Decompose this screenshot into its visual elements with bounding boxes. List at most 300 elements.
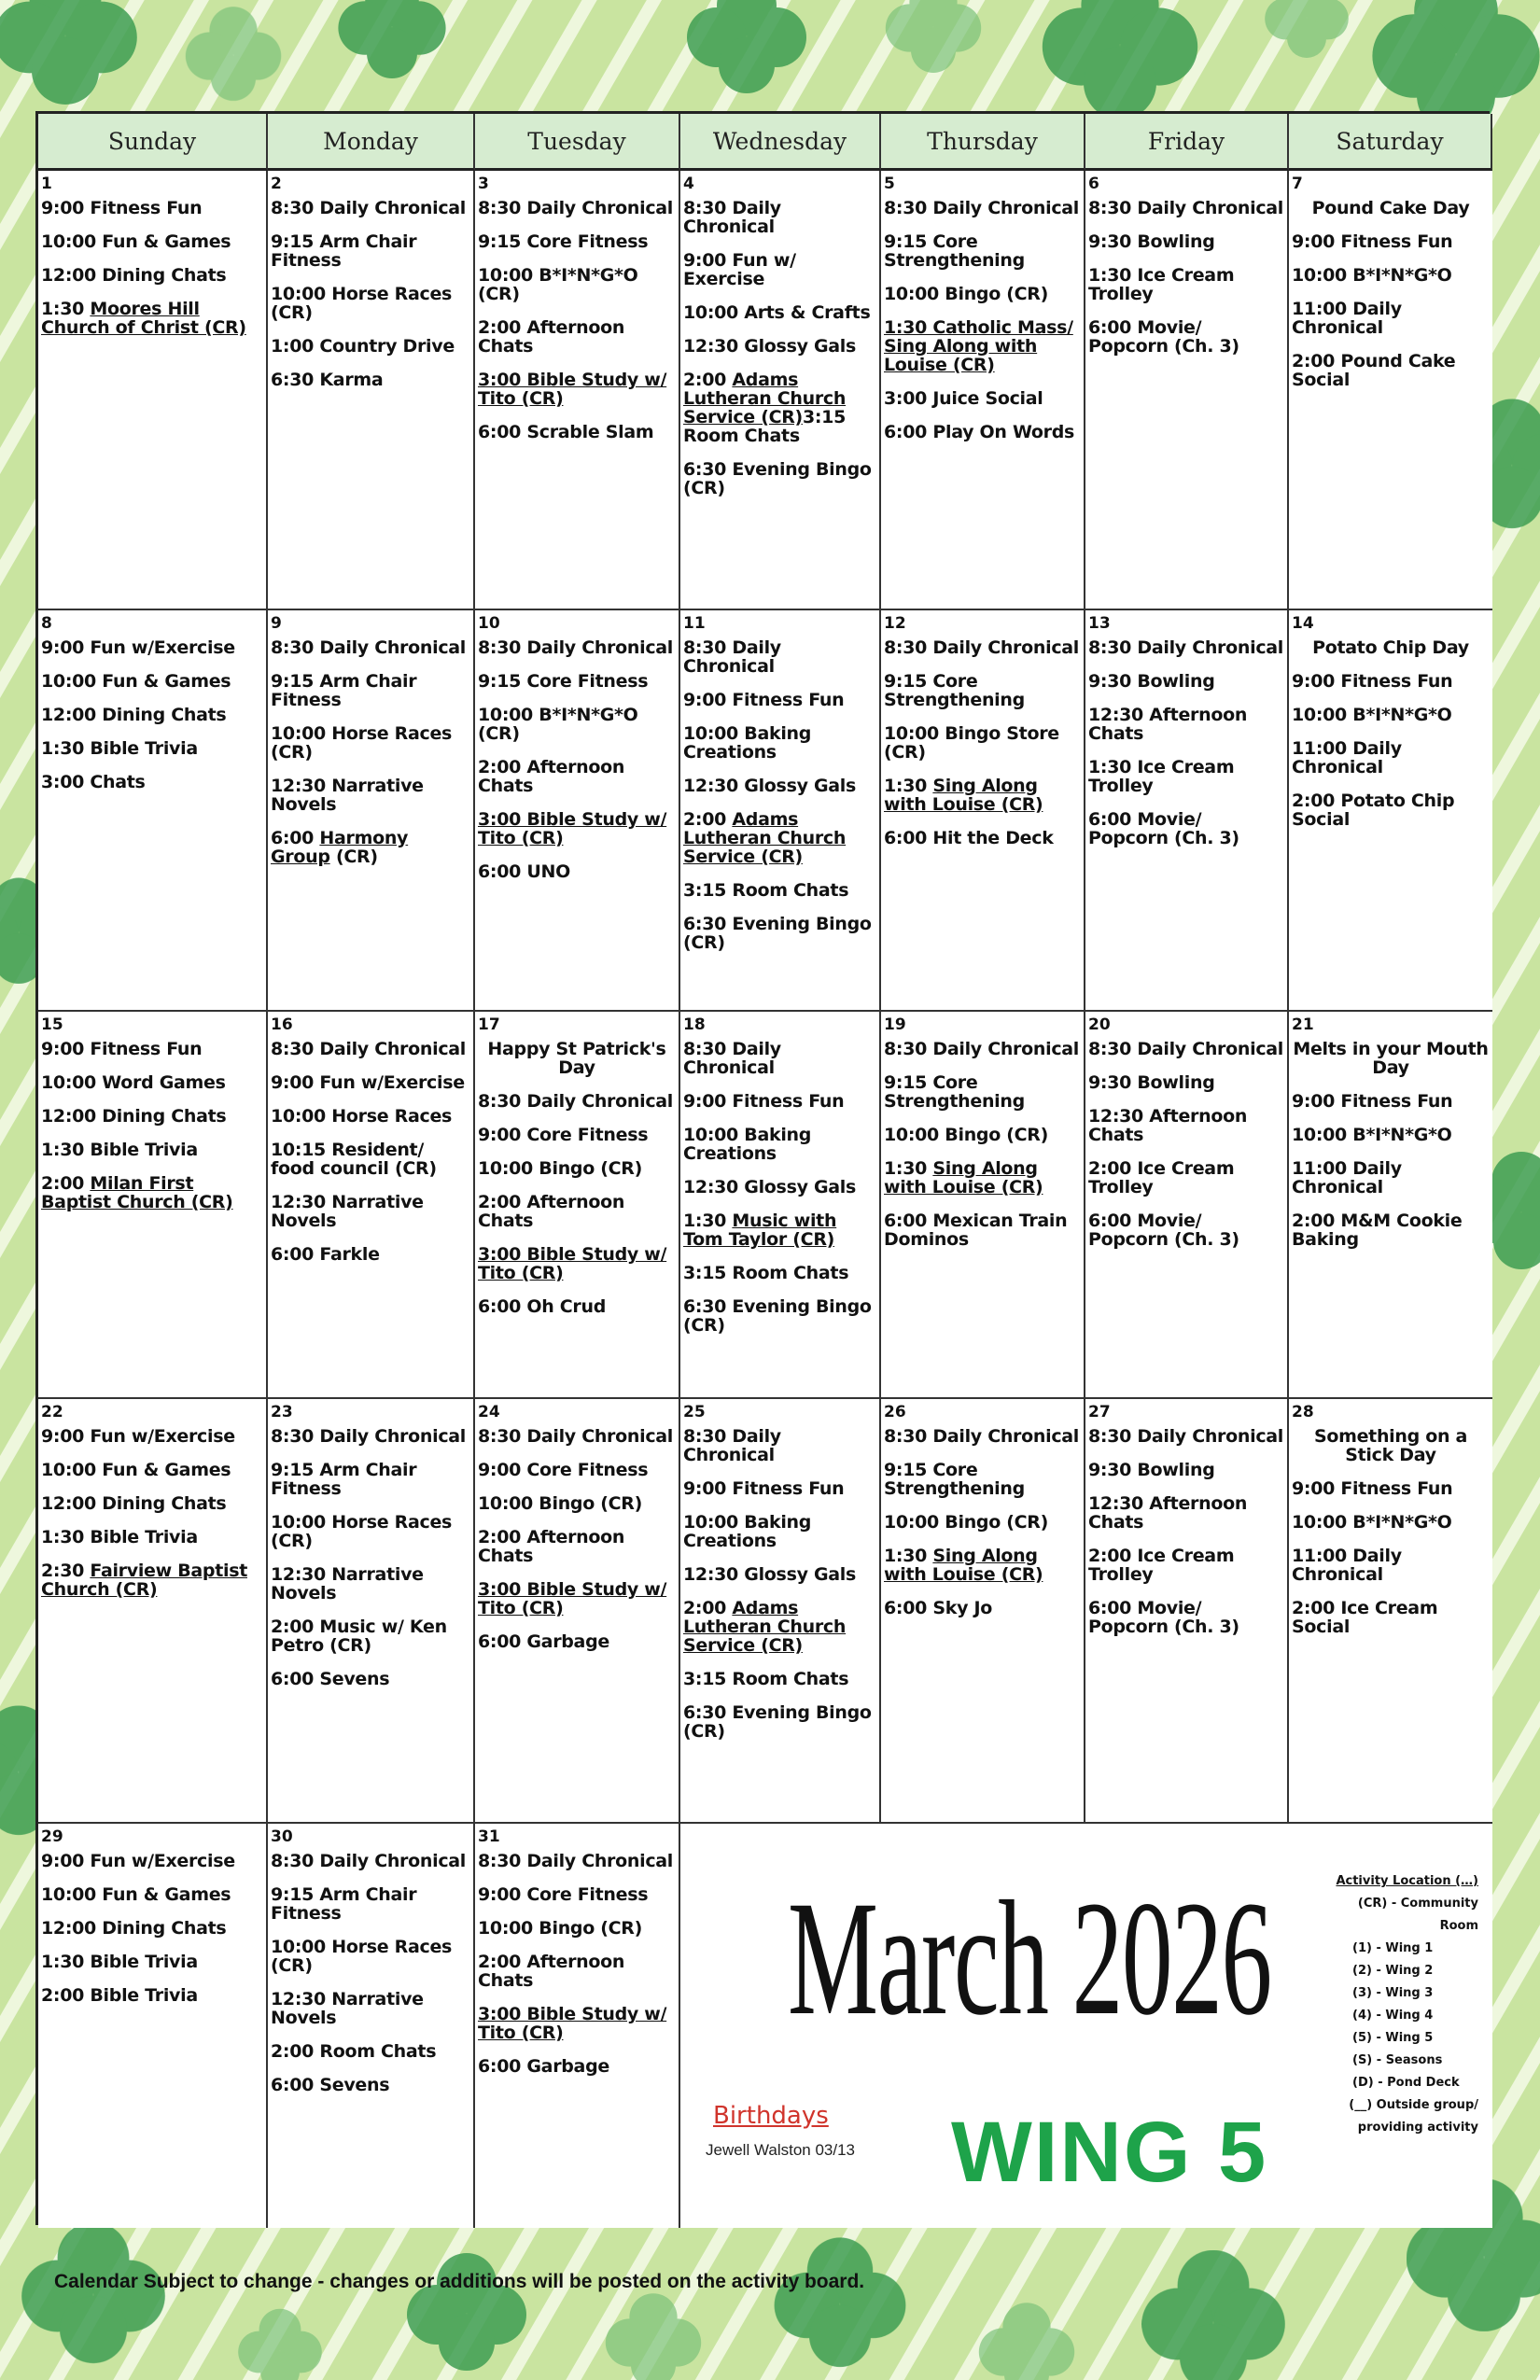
event-text: 6:00 Scrable Slam bbox=[478, 422, 654, 442]
event-location-link: 3:00 Bible Study w/ Tito (CR) bbox=[478, 1244, 667, 1283]
event-item bbox=[271, 199, 470, 217]
event-text: 2:00 Afternoon Chats bbox=[478, 757, 625, 796]
event-item bbox=[884, 1159, 1081, 1197]
event-text: 9:15 Arm Chair Fitness bbox=[271, 231, 417, 271]
event-text: 12:30 Narrative Novels bbox=[271, 1989, 424, 2028]
event-text: 1:30 bbox=[41, 299, 91, 319]
event-item bbox=[884, 389, 1081, 408]
event-text: 2:00 Ice Cream Trolley bbox=[1088, 1546, 1235, 1585]
day-cell bbox=[1289, 1399, 1492, 1824]
event-text: 8:30 Daily Chronical bbox=[884, 637, 1080, 658]
event-text: 6:00 Hit the Deck bbox=[884, 828, 1054, 848]
day-cell bbox=[1085, 1012, 1289, 1399]
event-item bbox=[884, 423, 1081, 441]
event-text: 6:00 Play On Words bbox=[884, 422, 1075, 442]
event-text: 12:30 Narrative Novels bbox=[271, 1192, 424, 1231]
event-item bbox=[1292, 1599, 1490, 1636]
day-number: 27 bbox=[1088, 1403, 1111, 1421]
event-item bbox=[271, 1245, 470, 1264]
event-item bbox=[1088, 199, 1284, 217]
event-text: 8:30 Daily Chronical bbox=[478, 1426, 674, 1447]
event-text: 10:00 B*I*N*G*O bbox=[1292, 265, 1452, 286]
legend-item: (4) - Wing 4 bbox=[1352, 2009, 1434, 2023]
event-item bbox=[478, 1427, 676, 1446]
event-text: 9:15 Core Fitness bbox=[478, 671, 649, 692]
event-item bbox=[271, 1565, 470, 1603]
event-text: 10:00 Horse Races (CR) bbox=[271, 1512, 453, 1551]
event-location-link: Fairview Baptist Church (CR) bbox=[41, 1561, 247, 1600]
legend-cr: (CR) - Community bbox=[1357, 1897, 1478, 1911]
event-text: 9:15 Arm Chair Fitness bbox=[271, 1884, 417, 1924]
event-item bbox=[683, 1126, 876, 1163]
day-number: 23 bbox=[271, 1403, 293, 1421]
day-cell bbox=[680, 610, 881, 1012]
event-text: 8:30 Daily Chronical bbox=[884, 1039, 1080, 1059]
event-text: 10:00 Bingo (CR) bbox=[884, 1125, 1049, 1145]
month-title: March 2026 bbox=[788, 1868, 1271, 2050]
event-text: 6:30 Evening Bingo (CR) bbox=[683, 459, 872, 498]
event-item bbox=[478, 1245, 676, 1282]
event-text: 9:15 Core Strengthening bbox=[884, 231, 1025, 271]
event-text: 8:30 Daily Chronical bbox=[683, 637, 781, 677]
day-cell bbox=[268, 1824, 475, 2228]
weekday-header-thursday: Thursday bbox=[881, 114, 1085, 171]
event-text: 9:30 Bowling bbox=[1088, 231, 1215, 252]
event-item bbox=[1088, 1547, 1284, 1584]
event-item bbox=[478, 1126, 676, 1144]
event-item bbox=[41, 1528, 263, 1547]
event-text: 6:00 Sevens bbox=[271, 2075, 390, 2095]
event-text: 3:15 Room Chats bbox=[683, 880, 849, 901]
day-cell bbox=[268, 1399, 475, 1824]
event-item bbox=[884, 318, 1081, 374]
event-item bbox=[683, 777, 876, 795]
event-text: 2:00 Afternoon Chats bbox=[478, 1527, 625, 1566]
event-item bbox=[1292, 1513, 1490, 1532]
event-text: 2:00 bbox=[41, 1173, 91, 1194]
event-text: Melts in your Mouth Day bbox=[1293, 1039, 1489, 1078]
day-number: 29 bbox=[41, 1827, 63, 1846]
event-item bbox=[478, 1528, 676, 1565]
event-text: 9:00 Fun w/ Exercise bbox=[683, 250, 796, 289]
birthday-entry: Jewell Walston 03/13 bbox=[706, 2141, 856, 2159]
event-text: 10:00 Fun & Games bbox=[41, 671, 231, 692]
event-text: 11:00 Daily Chronical bbox=[1292, 1546, 1402, 1585]
event-text: 8:30 Daily Chronical bbox=[478, 1091, 674, 1112]
event-item bbox=[683, 337, 876, 356]
event-text: 12:30 Glossy Gals bbox=[683, 1564, 857, 1585]
event-text: 2:00 Ice Cream Trolley bbox=[1088, 1158, 1235, 1197]
event-item bbox=[1292, 1126, 1490, 1144]
day-number: 12 bbox=[884, 614, 906, 633]
event-text: 12:30 Narrative Novels bbox=[271, 776, 424, 815]
event-text: 1:30 bbox=[884, 776, 933, 796]
event-item bbox=[478, 1632, 676, 1651]
event-text: 2:00 Music w/ Ken Petro (CR) bbox=[271, 1617, 447, 1656]
event-text: 9:00 Fitness Fun bbox=[683, 1091, 845, 1112]
legend-item: (3) - Wing 3 bbox=[1352, 1986, 1434, 2000]
event-item bbox=[41, 1986, 263, 2005]
event-text: 2:00 Bible Trivia bbox=[41, 1985, 198, 2006]
event-item bbox=[884, 1599, 1081, 1617]
event-item bbox=[1292, 1211, 1490, 1249]
event-text: 6:00 Farkle bbox=[271, 1244, 380, 1265]
event-item bbox=[884, 232, 1081, 270]
event-item bbox=[1292, 1547, 1490, 1584]
event-location-link: Adams Lutheran Church Service (CR) bbox=[683, 809, 847, 867]
event-text: 9:00 Fitness Fun bbox=[41, 198, 203, 218]
event-text: 12:30 Glossy Gals bbox=[683, 1177, 857, 1197]
day-cell bbox=[881, 171, 1085, 610]
event-item bbox=[271, 1670, 470, 1688]
event-item bbox=[478, 1852, 676, 1870]
event-item bbox=[683, 371, 876, 445]
event-text: 9:00 Core Fitness bbox=[478, 1125, 649, 1145]
event-text: 12:30 Afternoon Chats bbox=[1088, 705, 1248, 744]
event-item bbox=[884, 638, 1081, 657]
event-item bbox=[1292, 1159, 1490, 1197]
event-item bbox=[884, 285, 1081, 303]
event-item bbox=[478, 1494, 676, 1513]
event-text: 9:00 Fun w/Exercise bbox=[271, 1072, 465, 1093]
event-location-link: Harmony Group bbox=[271, 828, 409, 867]
event-text: 11:00 Daily Chronical bbox=[1292, 1158, 1402, 1197]
event-text: 10:00 Horse Races (CR) bbox=[271, 284, 453, 323]
event-item bbox=[478, 1953, 676, 1990]
event-text: 12:30 Glossy Gals bbox=[683, 776, 857, 796]
event-text: 9:00 Fitness Fun bbox=[683, 690, 845, 710]
event-item bbox=[884, 777, 1081, 814]
event-item bbox=[478, 1297, 676, 1316]
event-text: 10:00 Arts & Crafts bbox=[683, 302, 871, 323]
event-text: Happy St Patrick's Day bbox=[487, 1039, 666, 1078]
event-item bbox=[1088, 758, 1284, 795]
event-text: 2:00 bbox=[683, 809, 733, 830]
event-item bbox=[1088, 1461, 1284, 1479]
event-item bbox=[1088, 318, 1284, 356]
event-item bbox=[41, 1141, 263, 1159]
day-cell bbox=[475, 171, 680, 610]
event-text: 2:00 Potato Chip Social bbox=[1292, 791, 1455, 830]
day-number: 11 bbox=[683, 614, 706, 633]
event-item bbox=[1292, 266, 1490, 285]
legend-item: (1) - Wing 1 bbox=[1352, 1941, 1434, 1955]
event-text: 10:00 Horse Races (CR) bbox=[271, 1937, 453, 1976]
event-item bbox=[1088, 1427, 1284, 1446]
event-text: 12:00 Dining Chats bbox=[41, 1106, 227, 1127]
event-text: 10:00 Fun & Games bbox=[41, 1884, 231, 1905]
event-text: 2:00 Ice Cream Social bbox=[1292, 1598, 1438, 1637]
event-item bbox=[478, 1159, 676, 1178]
event-text: 9:30 Bowling bbox=[1088, 1072, 1215, 1093]
event-item bbox=[884, 1547, 1081, 1584]
event-text: 1:30 Ice Cream Trolley bbox=[1088, 265, 1235, 304]
event-text: 10:00 Baking Creations bbox=[683, 1125, 812, 1164]
weekday-header-tuesday: Tuesday bbox=[475, 114, 680, 171]
event-text: 6:00 Sevens bbox=[271, 1669, 390, 1689]
event-text: 1:30 Bible Trivia bbox=[41, 1140, 198, 1160]
event-text: 10:00 Baking Creations bbox=[683, 723, 812, 763]
event-text: 6:30 Karma bbox=[271, 370, 384, 390]
event-item bbox=[41, 1073, 263, 1092]
event-text: 12:00 Dining Chats bbox=[41, 705, 227, 725]
event-text: 12:00 Dining Chats bbox=[41, 1493, 227, 1514]
event-item bbox=[683, 460, 876, 497]
day-cell bbox=[38, 610, 268, 1012]
event-text: 3:00 Juice Social bbox=[884, 388, 1043, 409]
event-text: 3:15 Room Chats bbox=[683, 1263, 849, 1283]
event-text: 9:15 Core Strengthening bbox=[884, 1460, 1025, 1499]
event-item bbox=[1292, 791, 1490, 829]
event-item bbox=[41, 1427, 263, 1446]
day-number: 4 bbox=[683, 175, 694, 193]
day-number: 5 bbox=[884, 175, 895, 193]
event-item bbox=[683, 1211, 876, 1249]
event-item bbox=[41, 638, 263, 657]
month-title-panel bbox=[680, 1824, 1492, 2228]
event-item bbox=[271, 337, 470, 356]
weekday-header-sunday: Sunday bbox=[38, 114, 268, 171]
event-text: 1:00 Country Drive bbox=[271, 336, 455, 357]
event-text: 6:00 Movie/ Popcorn (Ch. 3) bbox=[1088, 1211, 1239, 1250]
event-text: 6:30 Evening Bingo (CR) bbox=[683, 1296, 872, 1336]
event-item bbox=[683, 1297, 876, 1335]
event-text: 11:00 Daily Chronical bbox=[1292, 738, 1402, 777]
event-item bbox=[271, 1617, 470, 1655]
event-text: 1:30 bbox=[884, 1158, 933, 1179]
day-cell bbox=[680, 171, 881, 610]
event-item bbox=[271, 285, 470, 322]
event-item bbox=[41, 1953, 263, 1971]
event-item bbox=[41, 1107, 263, 1126]
event-text: 2:00 Afternoon Chats bbox=[478, 317, 625, 357]
event-text-after: (CR) bbox=[329, 847, 378, 867]
event-item bbox=[478, 371, 676, 408]
event-text: 9:00 Fun w/Exercise bbox=[41, 637, 235, 658]
event-item bbox=[271, 1073, 470, 1092]
legend-outside-2: providing activity bbox=[1357, 2121, 1478, 2135]
event-item bbox=[271, 371, 470, 389]
event-text: 8:30 Daily Chronical bbox=[271, 198, 467, 218]
legend-item: (5) - Wing 5 bbox=[1352, 2031, 1434, 2045]
legend-cr-room: Room bbox=[1439, 1919, 1478, 1933]
event-item bbox=[1088, 810, 1284, 847]
event-item bbox=[271, 1513, 470, 1550]
event-item bbox=[1088, 1040, 1284, 1058]
event-text: Pound Cake Day bbox=[1311, 198, 1470, 218]
event-text: 8:30 Daily Chronical bbox=[271, 1426, 467, 1447]
event-item bbox=[884, 1461, 1081, 1498]
event-item bbox=[41, 1040, 263, 1058]
event-item bbox=[1292, 232, 1490, 251]
event-item bbox=[271, 1461, 470, 1498]
event-text: 6:00 Mexican Train Dominos bbox=[884, 1211, 1068, 1250]
event-item bbox=[884, 1211, 1081, 1249]
event-item bbox=[478, 423, 676, 441]
event-text: 10:00 B*I*N*G*O bbox=[1292, 705, 1452, 725]
day-cell bbox=[680, 1012, 881, 1399]
day-number: 25 bbox=[683, 1403, 706, 1421]
event-item bbox=[1088, 1159, 1284, 1197]
event-item bbox=[271, 232, 470, 270]
event-text: 9:00 Fun w/Exercise bbox=[41, 1426, 235, 1447]
event-text: 2:00 M&M Cookie Baking bbox=[1292, 1211, 1463, 1250]
event-item bbox=[271, 1141, 470, 1178]
event-item bbox=[271, 1938, 470, 1975]
event-location-link: 3:00 Bible Study w/ Tito (CR) bbox=[478, 2004, 667, 2043]
day-theme bbox=[1292, 1427, 1490, 1464]
weekday-header-friday: Friday bbox=[1085, 114, 1289, 171]
day-number: 7 bbox=[1292, 175, 1303, 193]
event-text: 10:00 Bingo (CR) bbox=[478, 1493, 643, 1514]
event-item bbox=[1292, 352, 1490, 389]
event-item bbox=[41, 1919, 263, 1938]
day-cell bbox=[475, 1012, 680, 1399]
event-text: 2:00 Room Chats bbox=[271, 2041, 437, 2062]
event-location-link: Adams Lutheran Church Service (CR) bbox=[683, 370, 847, 427]
day-cell bbox=[1289, 1012, 1492, 1399]
event-text: 6:00 Garbage bbox=[478, 1631, 609, 1652]
event-item bbox=[271, 1040, 470, 1058]
day-number: 19 bbox=[884, 1015, 906, 1034]
event-text: 10:00 Fun & Games bbox=[41, 1460, 231, 1480]
event-item bbox=[683, 1703, 876, 1741]
day-number: 13 bbox=[1088, 614, 1111, 633]
event-item bbox=[271, 1885, 470, 1923]
event-item bbox=[41, 1561, 263, 1599]
event-item bbox=[271, 2042, 470, 2061]
event-text: 10:00 Baking Creations bbox=[683, 1512, 812, 1551]
event-item bbox=[478, 1193, 676, 1230]
event-location-link: 1:30 Catholic Mass/ Sing Along with Louise (CR) bbox=[884, 317, 1073, 375]
event-text: 8:30 Daily Chronical bbox=[478, 1851, 674, 1871]
event-item bbox=[1292, 672, 1490, 691]
event-item bbox=[683, 1040, 876, 1077]
day-cell bbox=[38, 1399, 268, 1824]
event-item bbox=[41, 1885, 263, 1904]
event-item bbox=[41, 706, 263, 724]
event-item bbox=[478, 1919, 676, 1938]
footer-note: Calendar Subject to change - changes or additions will be posted on the activity board. bbox=[54, 2271, 865, 2292]
event-item bbox=[271, 1427, 470, 1446]
event-text: 9:00 Fitness Fun bbox=[1292, 1478, 1453, 1499]
event-text: 9:30 Bowling bbox=[1088, 671, 1215, 692]
event-text: 10:00 Word Games bbox=[41, 1072, 226, 1093]
day-cell bbox=[38, 171, 268, 610]
event-item bbox=[884, 672, 1081, 709]
event-item bbox=[478, 318, 676, 356]
event-item bbox=[478, 1461, 676, 1479]
event-item bbox=[1292, 706, 1490, 724]
event-item bbox=[683, 251, 876, 288]
event-text: 9:30 Bowling bbox=[1088, 1460, 1215, 1480]
day-cell bbox=[1085, 1399, 1289, 1824]
event-text: 9:00 Fitness Fun bbox=[1292, 1091, 1453, 1112]
event-text: 8:30 Daily Chronical bbox=[884, 1426, 1080, 1447]
event-item bbox=[41, 773, 263, 791]
event-item bbox=[271, 777, 470, 814]
event-item bbox=[683, 1565, 876, 1584]
day-number: 14 bbox=[1292, 614, 1314, 633]
day-theme bbox=[1292, 199, 1490, 217]
event-location-link: 3:00 Bible Study w/ Tito (CR) bbox=[478, 809, 667, 848]
day-number: 24 bbox=[478, 1403, 500, 1421]
event-item bbox=[1088, 1211, 1284, 1249]
event-text: 9:00 Fitness Fun bbox=[41, 1039, 203, 1059]
legend-outside: (__) Outside group/ bbox=[1349, 2098, 1478, 2112]
event-item bbox=[271, 1990, 470, 2027]
event-text: 6:30 Evening Bingo (CR) bbox=[683, 914, 872, 953]
event-text: 8:30 Daily Chronical bbox=[1088, 637, 1284, 658]
event-text: 8:30 Daily Chronical bbox=[1088, 1426, 1284, 1447]
day-cell bbox=[475, 1824, 680, 2228]
event-text: 8:30 Daily Chronical bbox=[271, 1851, 467, 1871]
event-text: 6:00 Oh Crud bbox=[478, 1296, 607, 1317]
day-number: 26 bbox=[884, 1403, 906, 1421]
event-text: 12:30 Narrative Novels bbox=[271, 1564, 424, 1603]
event-location-link: Milan First Baptist Church (CR) bbox=[41, 1173, 233, 1212]
event-item bbox=[478, 638, 676, 657]
event-text: 10:00 Fun & Games bbox=[41, 231, 231, 252]
event-text: 1:30 bbox=[683, 1211, 733, 1231]
event-text: 12:00 Dining Chats bbox=[41, 265, 227, 286]
event-text: 8:30 Daily Chronical bbox=[683, 198, 781, 237]
event-text: 2:30 bbox=[41, 1561, 91, 1581]
event-text: 10:00 B*I*N*G*O (CR) bbox=[478, 265, 638, 304]
event-text: 8:30 Daily Chronical bbox=[1088, 1039, 1284, 1059]
day-cell bbox=[680, 1399, 881, 1824]
event-text: 1:30 bbox=[884, 1546, 933, 1566]
event-text: 9:00 Core Fitness bbox=[478, 1460, 649, 1480]
day-number: 17 bbox=[478, 1015, 500, 1034]
event-item bbox=[683, 1427, 876, 1464]
event-item bbox=[271, 672, 470, 709]
day-cell bbox=[475, 610, 680, 1012]
event-item bbox=[884, 199, 1081, 217]
event-text: 3:00 Chats bbox=[41, 772, 146, 792]
event-text: 10:00 Bingo Store (CR) bbox=[884, 723, 1059, 763]
day-cell bbox=[1289, 171, 1492, 610]
event-text: 8:30 Daily Chronical bbox=[683, 1039, 781, 1078]
day-number: 16 bbox=[271, 1015, 293, 1034]
event-item bbox=[1292, 739, 1490, 777]
event-text: 8:30 Daily Chronical bbox=[271, 1039, 467, 1059]
event-text: 8:30 Daily Chronical bbox=[884, 198, 1080, 218]
legend-item: (S) - Seasons bbox=[1352, 2053, 1443, 2067]
event-item bbox=[1088, 232, 1284, 251]
event-text: 6:00 Movie/ Popcorn (Ch. 3) bbox=[1088, 317, 1239, 357]
event-item bbox=[478, 706, 676, 743]
event-item bbox=[478, 2005, 676, 2042]
event-item bbox=[41, 232, 263, 251]
event-text: 10:00 Bingo (CR) bbox=[884, 1512, 1049, 1533]
event-item bbox=[478, 232, 676, 251]
event-item bbox=[683, 1479, 876, 1498]
event-item bbox=[41, 1461, 263, 1479]
event-item bbox=[884, 724, 1081, 762]
event-location-link: Sing Along with Louise (CR) bbox=[884, 1546, 1043, 1585]
event-text: 12:30 Glossy Gals bbox=[683, 336, 857, 357]
event-item bbox=[478, 1092, 676, 1111]
event-item bbox=[41, 672, 263, 691]
event-text-after: 3:15 Room Chats bbox=[683, 407, 847, 446]
day-cell bbox=[268, 1012, 475, 1399]
event-text: 10:00 B*I*N*G*O (CR) bbox=[478, 705, 638, 744]
event-item bbox=[1088, 1073, 1284, 1092]
weekday-header-saturday: Saturday bbox=[1289, 114, 1492, 171]
event-text: 2:00 bbox=[683, 1598, 733, 1618]
event-item bbox=[884, 1073, 1081, 1111]
